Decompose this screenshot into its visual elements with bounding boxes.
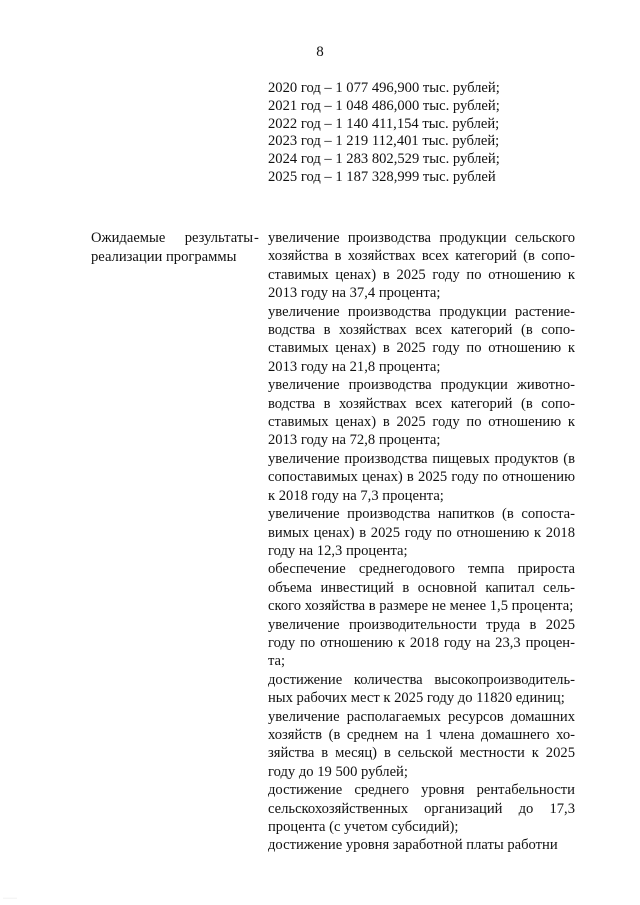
- result-item: увеличение производства пищевых продуктов (в сопоставимых ценах) в 2025 году по отношению к 2018 году на 7,3 процента;: [268, 450, 575, 504]
- funding-year-item: 2025 год – 1 187 328,999 тыс. рублей: [268, 168, 496, 185]
- funding-year-item: 2022 год – 1 140 411,154 тыс. рублей;: [268, 115, 500, 132]
- funding-year-item: 2021 год – 1 048 486,000 тыс. рублей;: [268, 97, 500, 114]
- result-item: увеличение производства продукции животноводства в хозяйствах всех категорий (в сопоставимых ценах) в 2025 году по отношению к 2013 году на 72,8 процента;: [268, 377, 575, 449]
- result-item: достижение количества высокопроизводительных рабочих мест к 2025 году до 11820 единиц;: [268, 671, 575, 707]
- result-item: достижение уровня заработной платы работни: [268, 837, 558, 854]
- result-item: обеспечение среднегодового темпа прироста объема инвестиций в основной капитал сельского хозяйства в размере не менее 1,5 процента;: [268, 561, 575, 615]
- result-item: увеличение производства напитков (в сопоставимых ценах) в 2025 году по отношению к 2018 году на 12,3 процента;: [268, 506, 575, 559]
- funding-year-item: 2023 год – 1 219 112,401 тыс. рублей;: [268, 133, 500, 150]
- expected-results-label-cell: [91, 229, 259, 267]
- result-item: увеличение располагаемых ресурсов домашних хозяйств (в среднем на 1 члена домашнего хозяйства в месяц) в сельской местности к 2025 году до 19 500 рублей;: [268, 708, 575, 780]
- result-item: увеличение производительности труда в 2025 году по отношению к 2018 году на 23,3 процента;: [268, 616, 575, 670]
- label-dash: -: [254, 230, 259, 246]
- result-item: увеличение производства продукции сельского хозяйства в хозяйствах всех категорий (в сопоставимых ценах) в 2025 году по отношению к 2013 году на 37,4 процента;: [268, 230, 575, 302]
- page-number: 8: [316, 44, 324, 60]
- scan-corner-mark: ·······: [3, 896, 17, 902]
- expected-results-label: Ожидаемые результаты реализации программы: [91, 230, 253, 265]
- funding-year-item: 2024 год – 1 283 802,529 тыс. рублей;: [268, 151, 500, 168]
- funding-by-year-list: [268, 80, 500, 187]
- result-item: достижение среднего уровня рентабельности сельскохозяйственных организаций до 17,3 процента (с учетом субсидий);: [268, 782, 575, 835]
- funding-year-item: 2020 год – 1 077 496,900 тыс. рублей;: [268, 80, 500, 96]
- expected-results-list: [268, 229, 575, 855]
- result-item: увеличение производства продукции растениеводства в хозяйствах всех категорий (в сопоставимых ценах) в 2025 году по отношению к 2013 году на 21,8 процента;: [268, 303, 575, 375]
